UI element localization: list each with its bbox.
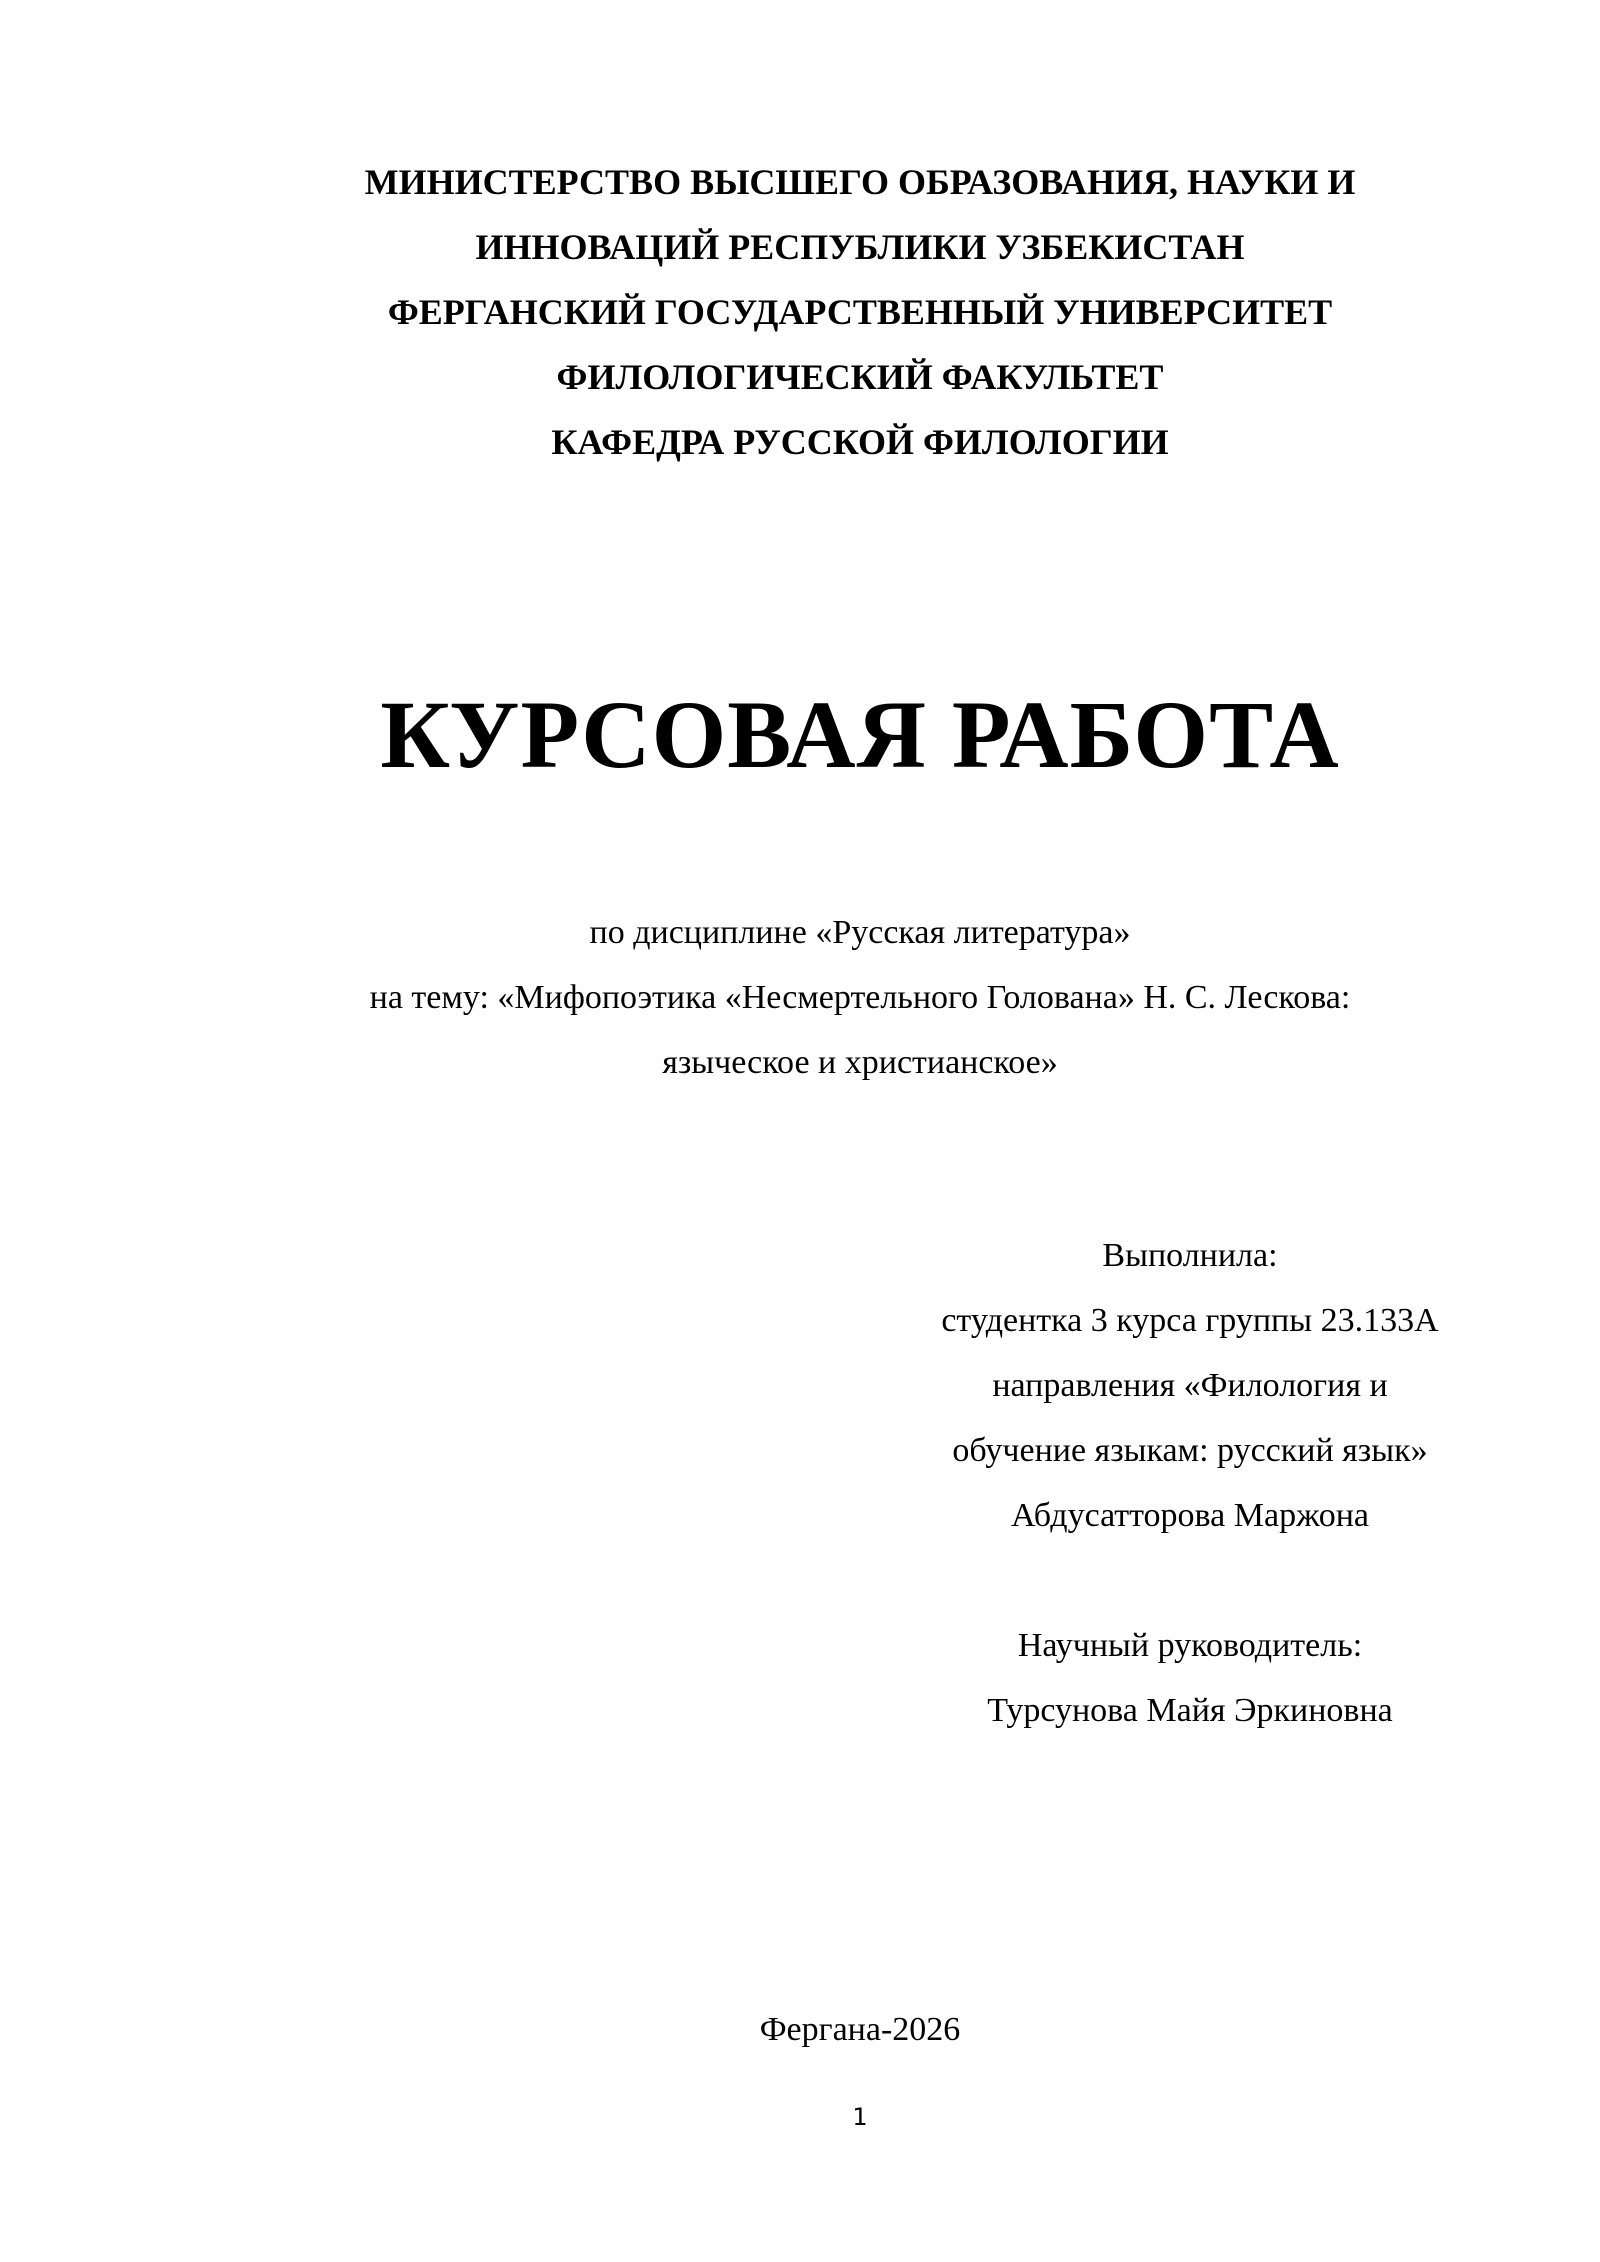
department-name: КАФЕДРА РУССКОЙ ФИЛОЛОГИИ: [551, 422, 1169, 462]
topic-line-1: на тему: «Мифопоэтика «Несмертельного Голована» Н. С. Лескова:: [369, 979, 1351, 1016]
student-name: Абдусатторова Маржона: [1010, 1497, 1369, 1534]
university-name: ФЕРГАНСКИЙ ГОСУДАРСТВЕННЫЙ УНИВЕРСИТЕТ: [387, 292, 1333, 332]
ministry-line-1: МИНИСТЕРСТВО ВЫСШЕГО ОБРАЗОВАНИЯ, НАУКИ И: [364, 162, 1356, 202]
student-direction-2: обучение языкам: русский язык»: [952, 1432, 1428, 1469]
institution-header: [0, 150, 1600, 475]
supervisor-name: Турсунова Майя Эркиновна: [987, 1692, 1393, 1729]
page-number: 1: [852, 2103, 868, 2131]
topic-line-2: языческое и христианское»: [662, 1044, 1058, 1081]
document-title: КУРСОВАЯ РАБОТА: [380, 681, 1340, 788]
discipline-line: по дисциплине «Русская литература»: [589, 914, 1131, 951]
topic-block: [0, 900, 1600, 1095]
student-course-group: студентка 3 курса группы 23.133А: [941, 1302, 1439, 1339]
faculty-name: ФИЛОЛОГИЧЕСКИЙ ФАКУЛЬТЕТ: [556, 357, 1164, 397]
performed-by-label: Выполнила:: [1102, 1237, 1278, 1274]
supervisor-label: Научный руководитель:: [1017, 1627, 1363, 1664]
ministry-line-2: ИННОВАЦИЙ РЕСПУБЛИКИ УЗБЕКИСТАН: [475, 227, 1245, 267]
supervisor-block: [790, 1613, 1590, 1743]
city-year: Фергана-2026: [759, 2011, 961, 2048]
student-direction-1: направления «Филология и: [992, 1367, 1388, 1404]
author-block: [790, 1223, 1590, 1548]
